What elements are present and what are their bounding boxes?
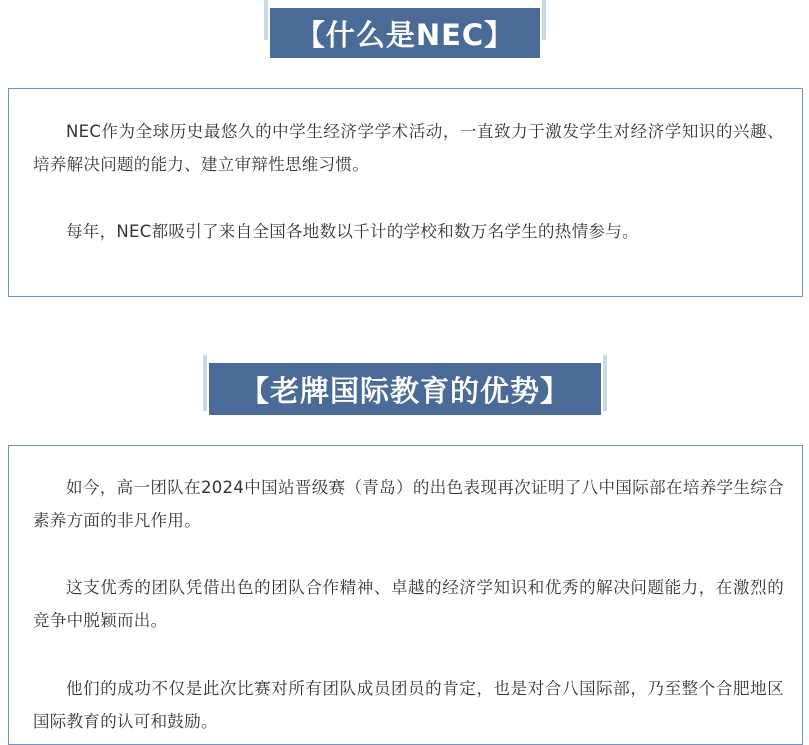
paragraph: 这支优秀的团队凭借出色的团队合作精神、卓越的经济学知识和优秀的解决问题能力，在激烈的竞争中脱颖而出。 <box>33 578 784 630</box>
section-box-advantages <box>8 445 803 745</box>
title-accent-bar-right <box>603 355 607 411</box>
section-title-advantages <box>209 363 601 415</box>
title-accent-bar-left <box>203 355 207 411</box>
section-title-what-is-nec <box>270 8 540 58</box>
paragraph: 每年，NEC都吸引了来自全国各地数以千计的学校和数万名学生的热情参与。 <box>66 222 639 241</box>
paragraph: 如今，高一团队在2024中国站晋级赛（青岛）的出色表现再次证明了八中国际部在培养学生综合素养方面的非凡作用。 <box>33 478 784 530</box>
paragraph: NEC作为全球历史最悠久的中学生经济学学术活动，一直致力于激发学生对经济学知识的兴趣、培养解决问题的能力、建立审辩性思维习惯。 <box>33 122 784 174</box>
section-title-text: 【老牌国际教育的优势】 <box>239 373 570 408</box>
section-title-text: 【什么是NEC】 <box>295 17 515 52</box>
title-accent-bar-right <box>542 0 546 40</box>
paragraph: 他们的成功不仅是此次比赛对所有团队成员团员的肯定，也是对合八国际部，乃至整个合肥地区国际教育的认可和鼓励。 <box>33 679 784 731</box>
section-box-what-is-nec <box>8 88 803 297</box>
title-accent-bar-left <box>264 0 268 40</box>
